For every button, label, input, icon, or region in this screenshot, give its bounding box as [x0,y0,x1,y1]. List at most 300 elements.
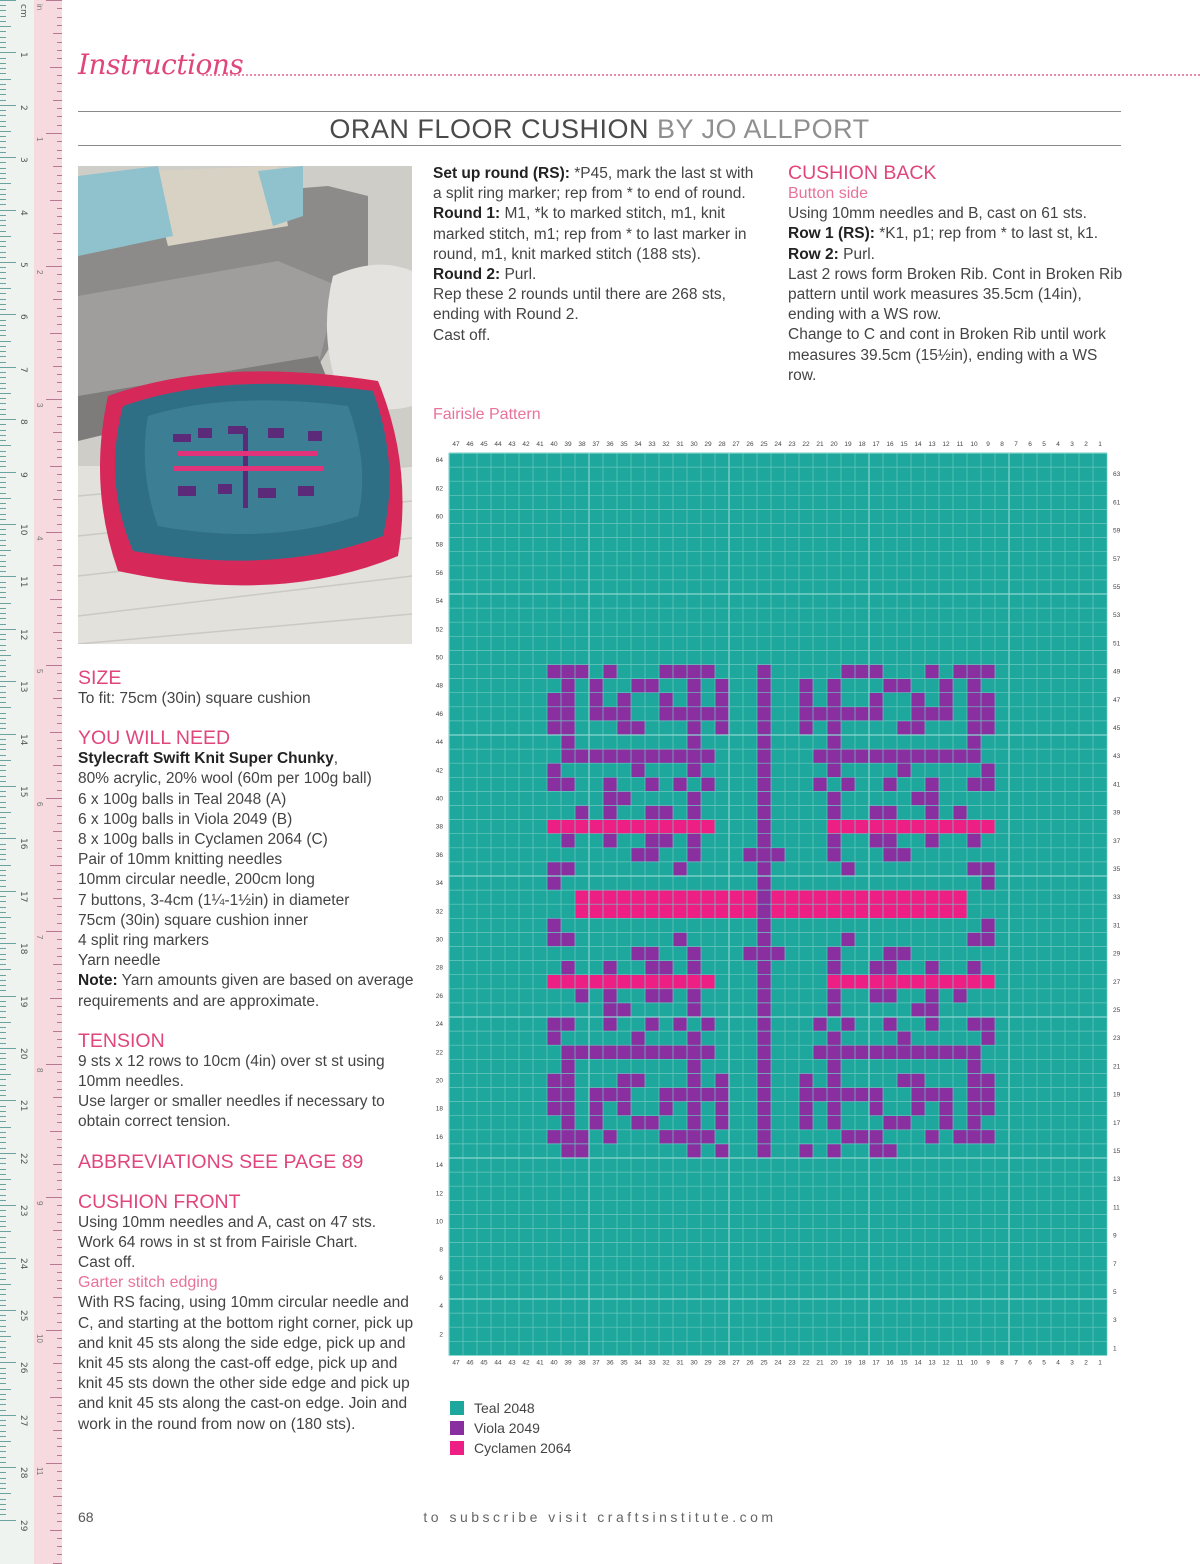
row-label-left: 50 [435,654,443,662]
viola-stitch [603,1130,617,1144]
x-tick-label-top: 11 [956,441,964,448]
back-row-1-label: Row 1 (RS): [788,225,875,243]
viola-stitch [547,932,561,946]
row-label-right: 25 [1113,1006,1121,1014]
ruler-cm-label: 27 [18,1414,28,1427]
viola-stitch [925,791,939,805]
ruler-cm-label: 2 [18,104,28,111]
viola-stitch [561,932,575,946]
cyclamen-stitch [897,975,911,989]
cyclamen-stitch [673,975,687,989]
viola-stitch [687,1073,701,1087]
cyclamen-stitch [645,975,659,989]
viola-stitch [967,932,981,946]
viola-stitch [883,961,897,975]
x-tick-label-top: 10 [970,441,978,448]
viola-stitch [967,834,981,848]
ruler-cm-label: 15 [18,786,28,798]
viola-stitch [897,1045,911,1059]
viola-stitch [561,1088,575,1102]
x-tick-label-top: 40 [550,441,558,448]
ruler-in-label: 1 [35,137,44,142]
viola-stitch [967,1045,981,1059]
viola-stitch [589,749,603,763]
viola-stitch [911,707,925,721]
row-label-left: 22 [435,1049,443,1057]
viola-stitch [827,1045,841,1059]
viola-stitch [981,932,995,946]
viola-stitch [883,1144,897,1158]
x-tick-label-top: 7 [1014,441,1018,448]
viola-stitch [589,1116,603,1130]
ruler-cm-label: 1 [18,52,28,59]
row-label-left: 16 [435,1133,443,1141]
viola-stitch [757,961,771,975]
viola-stitch [869,707,883,721]
viola-stitch [659,1045,673,1059]
header-dotted-rule [202,74,1200,76]
viola-stitch [673,1045,687,1059]
back-line-1: Using 10mm needles and B, cast on 61 sts. [788,205,1087,223]
viola-stitch [925,777,939,791]
cyclamen-stitch [869,890,883,904]
row-label-right: 49 [1113,668,1121,676]
viola-stitch [561,1102,575,1116]
x-tick-label-top: 31 [676,441,684,448]
viola-stitch [617,1045,631,1059]
viola-stitch [659,1130,673,1144]
cyclamen-stitch [631,820,645,834]
row-label-left: 36 [435,851,443,859]
row-label-left: 52 [435,626,443,634]
viola-stitch [855,1088,869,1102]
viola-stitch [561,679,575,693]
viola-stitch [967,1116,981,1130]
viola-stitch [687,947,701,961]
viola-stitch [981,707,995,721]
ruler-cm-label: 17 [18,890,28,903]
ruler-cm-label: 24 [18,1257,28,1270]
cushion-back-heading: CUSHION BACK [788,162,937,184]
viola-stitch [659,989,673,1003]
page-title [78,114,1121,145]
viola-stitch [827,791,841,805]
row-label-right: 43 [1113,753,1121,761]
row-label-left: 28 [435,964,443,972]
viola-stitch [715,1102,729,1116]
cm-scale [0,0,34,1564]
cyclamen-stitch [883,890,897,904]
viola-stitch [841,777,855,791]
viola-stitch [911,693,925,707]
x-tick-label-bottom: 1 [1098,1359,1102,1366]
cyclamen-stitch [589,904,603,918]
cyclamen-stitch [841,890,855,904]
page-number: 68 [78,1509,94,1525]
row-label-left: 10 [435,1218,443,1226]
viola-stitch [883,834,897,848]
viola-stitch [673,1130,687,1144]
row-label-right: 21 [1113,1063,1121,1071]
viola-stitch [967,749,981,763]
viola-stitch [967,1088,981,1102]
viola-stitch [757,1116,771,1130]
viola-stitch [757,749,771,763]
viola-stitch [715,707,729,721]
cyclamen-stitch [911,975,925,989]
front-line-3: Cast off. [78,1254,136,1272]
viola-stitch [897,848,911,862]
viola-stitch [757,1130,771,1144]
x-tick-label-top: 39 [564,441,572,448]
ruler-in-label: 8 [35,1068,44,1073]
viola-stitch [589,1088,603,1102]
x-tick-label-top: 9 [986,441,990,448]
ruler-cm-label: 14 [18,733,28,746]
viola-stitch [925,989,939,1003]
viola-stitch [715,693,729,707]
viola-stitch [617,693,631,707]
viola-stitch [631,679,645,693]
cyclamen-stitch [659,904,673,918]
viola-stitch [631,848,645,862]
viola-stitch [659,1088,673,1102]
viola-stitch [757,693,771,707]
viola-stitch [883,848,897,862]
x-tick-label-bottom: 18 [858,1359,866,1366]
x-tick-label-bottom: 4 [1056,1359,1060,1366]
x-tick-label-bottom: 40 [550,1359,558,1366]
viola-stitch [841,862,855,876]
viola-stitch [673,932,687,946]
viola-stitch [981,693,995,707]
viola-stitch [813,777,827,791]
viola-stitch [547,876,561,890]
legend-item-teal [450,1398,571,1418]
viola-stitch [925,1017,939,1031]
viola-stitch [757,862,771,876]
viola-stitch [813,707,827,721]
ruler-cm-label: 23 [18,1205,28,1217]
cyclamen-stitch [575,904,589,918]
row-label-right: 19 [1113,1091,1121,1099]
cyclamen-swatch [450,1441,464,1455]
ruler-cm-label: 10 [18,524,28,536]
x-tick-label-top: 22 [802,441,810,448]
viola-stitch [701,1088,715,1102]
cyclamen-stitch [659,820,673,834]
material-item: 8 x 100g balls in Cyclamen 2064 (C) [78,831,328,849]
viola-stitch [603,1003,617,1017]
row-label-left: 40 [435,795,443,803]
row-label-left: 42 [435,767,443,775]
viola-stitch [883,777,897,791]
cyclamen-stitch [771,890,785,904]
viola-stitch [967,707,981,721]
viola-stitch [757,932,771,946]
viola-stitch [911,1003,925,1017]
row-label-left: 64 [435,457,443,465]
viola-stitch [911,721,925,735]
viola-stitch [939,693,953,707]
viola-stitch [589,693,603,707]
cyclamen-stitch [883,975,897,989]
viola-stitch [799,1073,813,1087]
cyclamen-stitch [897,820,911,834]
viola-stitch [547,763,561,777]
ruler-cm-label: 11 [18,576,28,588]
row-label-left: 8 [439,1246,443,1254]
x-tick-label-bottom: 32 [662,1359,670,1366]
ruler-in-label: 11 [35,1467,44,1476]
cyclamen-stitch [715,904,729,918]
row-label-left: 48 [435,682,443,690]
viola-stitch [617,749,631,763]
viola-stitch [715,721,729,735]
viola-stitch [827,735,841,749]
row-label-right: 47 [1113,696,1121,704]
viola-stitch [911,1073,925,1087]
x-tick-label-top: 5 [1042,441,1046,448]
viola-stitch [869,1144,883,1158]
ruler-cm-label: 13 [18,681,28,693]
cyclamen-stitch [729,904,743,918]
viola-stitch [897,679,911,693]
back-row-2-text: Purl. [838,245,875,263]
x-tick-label-bottom: 43 [508,1359,516,1366]
viola-stitch [687,961,701,975]
cyclamen-stitch [841,904,855,918]
viola-stitch [757,1017,771,1031]
viola-stitch [911,1102,925,1116]
row-label-right: 11 [1113,1204,1120,1212]
material-item: 6 x 100g balls in Teal 2048 (A) [78,790,287,808]
viola-stitch [897,1073,911,1087]
viola-stitch [561,1017,575,1031]
viola-stitch [771,848,785,862]
viola-stitch [827,1031,841,1045]
cyclamen-stitch [855,890,869,904]
x-tick-label-bottom: 11 [956,1359,964,1366]
viola-stitch [757,806,771,820]
x-tick-label-bottom: 21 [816,1359,824,1366]
viola-stitch [981,1088,995,1102]
viola-stitch [841,749,855,763]
viola-stitch [603,777,617,791]
viola-stitch [981,763,995,777]
cyclamen-stitch [701,890,715,904]
cyclamen-stitch [645,890,659,904]
x-tick-label-top: 8 [1000,441,1004,448]
title-byline: BY JO ALLPORT [656,114,870,144]
material-item: Pair of 10mm knitting needles [78,851,283,869]
castoff-text: Cast off. [433,326,491,344]
x-tick-label-top: 29 [704,441,712,448]
viola-stitch [827,1073,841,1087]
cyclamen-stitch [561,975,575,989]
cyclamen-stitch [743,904,757,918]
cyclamen-stitch [603,975,617,989]
x-tick-label-top: 2 [1084,441,1088,448]
cyclamen-stitch [883,820,897,834]
viola-stitch [757,904,771,918]
viola-stitch [645,1116,659,1130]
row-label-right: 57 [1113,555,1121,563]
viola-stitch [561,834,575,848]
cyclamen-stitch [687,904,701,918]
viola-stitch [757,1059,771,1073]
cyclamen-stitch [687,890,701,904]
viola-stitch [967,693,981,707]
cyclamen-stitch [869,820,883,834]
row-label-right: 29 [1113,950,1121,958]
viola-stitch [981,1073,995,1087]
cyclamen-stitch [617,890,631,904]
cyclamen-stitch [911,890,925,904]
viola-stitch [645,1017,659,1031]
cyclamen-stitch [953,904,967,918]
viola-stitch [715,1073,729,1087]
viola-stitch [897,721,911,735]
viola-stitch [645,1045,659,1059]
materials-list [78,769,414,971]
x-tick-label-bottom: 24 [774,1359,782,1366]
viola-stitch [645,679,659,693]
cyclamen-stitch [827,820,841,834]
chart-title: Fairisle Pattern [433,406,541,423]
viola-stitch [715,1144,729,1158]
viola-stitch [897,947,911,961]
x-tick-label-bottom: 38 [578,1359,586,1366]
viola-stitch [799,693,813,707]
viola-stitch [869,961,883,975]
left-column [78,667,414,1435]
viola-stitch [603,961,617,975]
x-tick-label-top: 30 [690,441,698,448]
viola-stitch [757,791,771,805]
title-main: ORAN FLOOR CUSHION [329,114,649,144]
viola-stitch [547,693,561,707]
viola-stitch [757,679,771,693]
cyclamen-stitch [645,904,659,918]
viola-stitch [953,806,967,820]
viola-stitch [757,876,771,890]
x-tick-label-top: 20 [830,441,838,448]
viola-stitch [757,763,771,777]
viola-stitch [967,1102,981,1116]
material-item: Yarn needle [78,952,161,970]
x-tick-label-bottom: 13 [928,1359,936,1366]
cyclamen-stitch [953,975,967,989]
row-label-left: 26 [435,992,443,1000]
footer-subscribe-text: to subscribe visit craftsinstitute.com [423,1509,777,1525]
viola-stitch [561,749,575,763]
viola-stitch [953,1130,967,1144]
viola-stitch [897,763,911,777]
viola-stitch [617,1102,631,1116]
viola-stitch [981,1130,995,1144]
viola-stitch [897,1116,911,1130]
ruler-in-label: 2 [35,270,44,275]
cyclamen-stitch [603,820,617,834]
viola-stitch [659,749,673,763]
back-row-2-label: Row 2: [788,245,839,263]
cyclamen-stitch [967,975,981,989]
cyclamen-stitch [771,904,785,918]
cyclamen-stitch [589,975,603,989]
title-rule-top [78,111,1121,112]
viola-stitch [575,749,589,763]
viola-stitch [897,749,911,763]
viola-stitch [561,862,575,876]
viola-stitch [757,1003,771,1017]
viola-stitch [827,693,841,707]
viola-stitch [617,707,631,721]
viola-stitch [813,749,827,763]
viola-stitch [561,777,575,791]
viola-stitch [561,1116,575,1130]
viola-stitch [743,848,757,862]
cyclamen-stitch [855,904,869,918]
size-heading: SIZE [78,667,122,689]
cyclamen-stitch [799,890,813,904]
x-tick-label-top: 6 [1028,441,1032,448]
viola-stitch [687,1102,701,1116]
row-label-right: 13 [1113,1176,1121,1184]
viola-stitch [827,1088,841,1102]
cyclamen-stitch [575,975,589,989]
row-label-right: 37 [1113,837,1121,845]
row-label-left: 2 [439,1331,443,1339]
viola-stitch [925,961,939,975]
setup-text: *P45, mark the last st with a split ring marker; rep from * to end of round. [433,165,754,203]
x-tick-label-top: 33 [648,441,656,448]
x-tick-label-bottom: 26 [746,1359,754,1366]
viola-stitch [659,834,673,848]
viola-stitch [547,1102,561,1116]
back-para-2: Change to C and cont in Broken Rib until work measures 39.5cm (15½in), ending with a WS row. [788,326,1106,384]
material-item: 7 buttons, 3-4cm (1¼-1½in) in diameter [78,891,350,909]
title-rule-bottom [78,145,1121,146]
x-tick-label-top: 18 [858,441,866,448]
cyclamen-stitch [561,820,575,834]
row-label-left: 46 [435,710,443,718]
viola-stitch [603,1088,617,1102]
viola-stitch [967,721,981,735]
viola-stitch [687,791,701,805]
row-label-right: 9 [1113,1232,1117,1240]
viola-stitch [561,735,575,749]
cyclamen-stitch [673,904,687,918]
back-row-1-text: *K1, p1; rep from * to last st, k1. [874,225,1099,243]
row-label-right: 39 [1113,809,1121,817]
viola-stitch [757,721,771,735]
viola-stitch [687,848,701,862]
cyclamen-stitch [673,890,687,904]
ruler-in-label: in [35,4,44,11]
viola-stitch [883,989,897,1003]
cyclamen-stitch [589,890,603,904]
viola-stitch [757,1144,771,1158]
viola-stitch [757,707,771,721]
cyclamen-stitch [855,820,869,834]
x-tick-label-bottom: 14 [914,1359,922,1366]
row-label-right: 61 [1113,499,1121,507]
viola-stitch [631,1116,645,1130]
viola-stitch [841,1088,855,1102]
viola-stitch [687,1116,701,1130]
x-tick-label-top: 43 [508,441,516,448]
